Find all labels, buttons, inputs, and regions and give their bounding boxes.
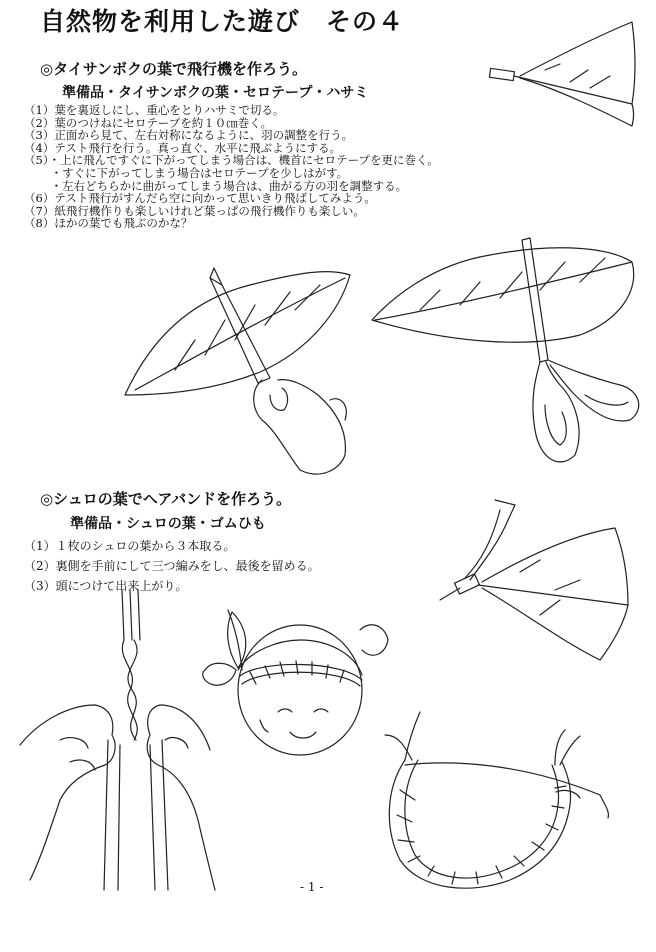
child-headband-illustration: [203, 610, 388, 755]
step-item: （1）葉を裏返しにし、重心をとりハサミで切る。: [24, 103, 285, 117]
braided-headband-illustration: [385, 712, 608, 888]
step-item: （8）ほかの葉でも飛ぶのかな？: [24, 216, 193, 231]
step-item: （2）裏側を手前にして三つ編みをし、最後を留める。: [24, 559, 320, 573]
leaf-cut-with-scissors-illustration: [372, 238, 639, 462]
step-item: （5）・上に飛んですぐに下がってしまう場合は、機首にセロテープを更に巻く。: [24, 153, 439, 168]
step-item: ・左右どちらかに曲がってしまう場合は、曲がる方の羽を調整する。: [24, 178, 408, 193]
taped-leaf-plane-illustration-2: [440, 500, 628, 660]
step-item: ・すぐに下がってしまう場合はセロテープを少しはがす。: [24, 165, 349, 180]
step-item: （6）テスト飛行がすんだら空に向かって思いきり飛ばしてみよう。: [24, 191, 376, 206]
step-item: （7）紙飛行機作りも楽しいけれど葉っぱの飛行機作りも楽しい。: [24, 203, 365, 218]
step-item: （2）葉のつけねにセロテープを約１０㎝巻く。: [24, 115, 273, 130]
hands-braiding-illustration: [20, 590, 215, 890]
section2-materials: 準備品・シュロの葉・ゴムひも: [70, 516, 266, 532]
step-item: （1）１枚のシュロの葉から３本取る。: [24, 539, 236, 553]
leaf-with-pencil-illustration: [125, 268, 350, 474]
section1-materials: 準備品・タイサンボクの葉・セロテープ・ハサミ: [62, 85, 369, 101]
page-title: 自然物を利用した遊び その４: [40, 7, 405, 36]
section1-heading: ◎タイサンボクの葉で飛行機を作ろう。: [40, 60, 308, 78]
step-item: （3）正面から見て、左右対称になるように、羽の調整を行う。: [24, 128, 354, 143]
step-item: （4）テスト飛行を行う。真っ直ぐ、水平に飛ぶようにする。: [24, 140, 342, 155]
step-item: （3）頭につけて出来上がり。: [24, 579, 188, 593]
section2-heading: ◎シュロの葉でヘアバンドを作ろう。: [40, 490, 292, 508]
taped-leaf-plane-illustration: [489, 22, 635, 126]
page-number: - 1 -: [300, 880, 324, 894]
